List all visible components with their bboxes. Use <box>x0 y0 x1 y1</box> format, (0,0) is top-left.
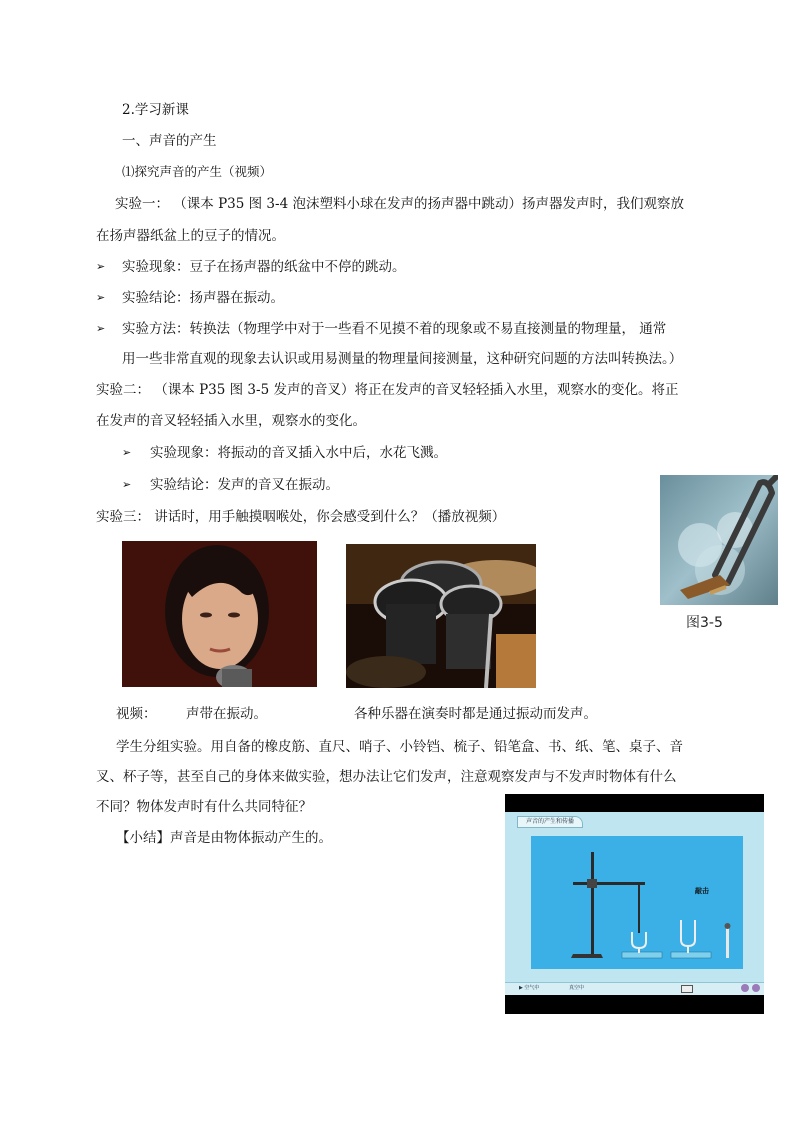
video-caption-vocal: 声带在振动。 <box>186 706 267 722</box>
group-exp-line3: 不同？物体发声时有什么共同特征？ <box>96 799 312 815</box>
simulation-screenshot <box>505 794 764 1014</box>
exp2-line1: 实验二： （课本 P35 图 3-5 发声的音叉）将正在发声的音叉轻轻插入水里，观察水的变化。将正 <box>96 382 679 398</box>
exp2-line2: 在发声的音叉轻轻插入水里，观察水的变化。 <box>96 413 366 429</box>
status-air[interactable]: ▶ 空气中 <box>519 985 540 991</box>
status-box-icon[interactable] <box>681 985 693 993</box>
section-subheading: 一、声音的产生 <box>122 133 217 149</box>
section-heading: 2.学习新课 <box>122 102 189 118</box>
exp2-phenomenon: 实验现象：将振动的音叉插入水中后，水花飞溅。 <box>150 445 447 461</box>
exp1-line1: 实验一： （课本 P35 图 3-4 泡沫塑料小球在发声的扬声器中跳动）扬声器发声时，我们观察放 <box>115 196 684 212</box>
bullet-icon: ➢ <box>122 478 132 491</box>
bullet-icon: ➢ <box>122 446 132 459</box>
exp1-conclusion: 实验结论：扬声器在振动。 <box>122 290 284 306</box>
nav-circle-icon[interactable] <box>752 984 760 992</box>
video-caption-instruments: 各种乐器在演奏时都是通过振动而发声。 <box>354 706 597 722</box>
nav-circle-icon[interactable] <box>741 984 749 992</box>
exp2-conclusion: 实验结论：发声的音叉在振动。 <box>150 477 339 493</box>
bullet-icon: ➢ <box>96 322 106 335</box>
status-vacuum[interactable]: 真空中 <box>569 985 585 991</box>
group-exp-line1: 学生分组实验。用自备的橡皮筋、直尺、哨子、小铃铛、梳子、铅笔盒、书、纸、笔、桌子、音 <box>116 739 683 755</box>
speaker-video-still <box>122 541 317 687</box>
exp1-method-line2: 用一些非常直观的现象去认识或用易测量的物理量间接测量，这种研究问题的方法叫转换法。） <box>122 351 683 367</box>
summary-tag: 【小结】 <box>116 830 170 846</box>
bullet-icon: ➢ <box>96 260 106 273</box>
simulation-panel <box>531 836 743 969</box>
exp3-line: 实验三： 讲话时，用手触摸咽喉处，你会感受到什么？（播放视频） <box>96 509 506 525</box>
video-label: 视频： <box>116 706 157 722</box>
bullet-icon: ➢ <box>96 291 106 304</box>
simulation-statusbar <box>505 982 764 995</box>
tuning-fork-water-image <box>660 475 778 605</box>
drums-video-still <box>346 544 536 688</box>
exp1-line2: 在扬声器纸盆上的豆子的情况。 <box>96 228 285 244</box>
exp1-phenomenon: 实验现象：豆子在扬声器的纸盆中不停的跳动。 <box>122 259 406 275</box>
simulation-window <box>505 812 764 994</box>
group-exp-line2: 叉、杯子等，甚至自己的身体来做实验，想办法让它们发声，注意观察发声与不发声时物体有什么 <box>96 769 677 785</box>
section-subsubheading: ⑴探究声音的产生（视频） <box>122 164 273 179</box>
exp1-method-line1: 实验方法：转换法（物理学中对于一些看不见摸不着的现象或不易直接测量的物理量， 通常 <box>122 321 667 337</box>
simulation-tab[interactable]: 声音的产生和传播 <box>517 816 583 828</box>
figure-caption: 图3-5 <box>686 615 723 631</box>
strike-label: 敲击 <box>695 887 709 895</box>
summary-text: 声音是由物体振动产生的。 <box>170 830 332 846</box>
summary <box>116 828 332 848</box>
